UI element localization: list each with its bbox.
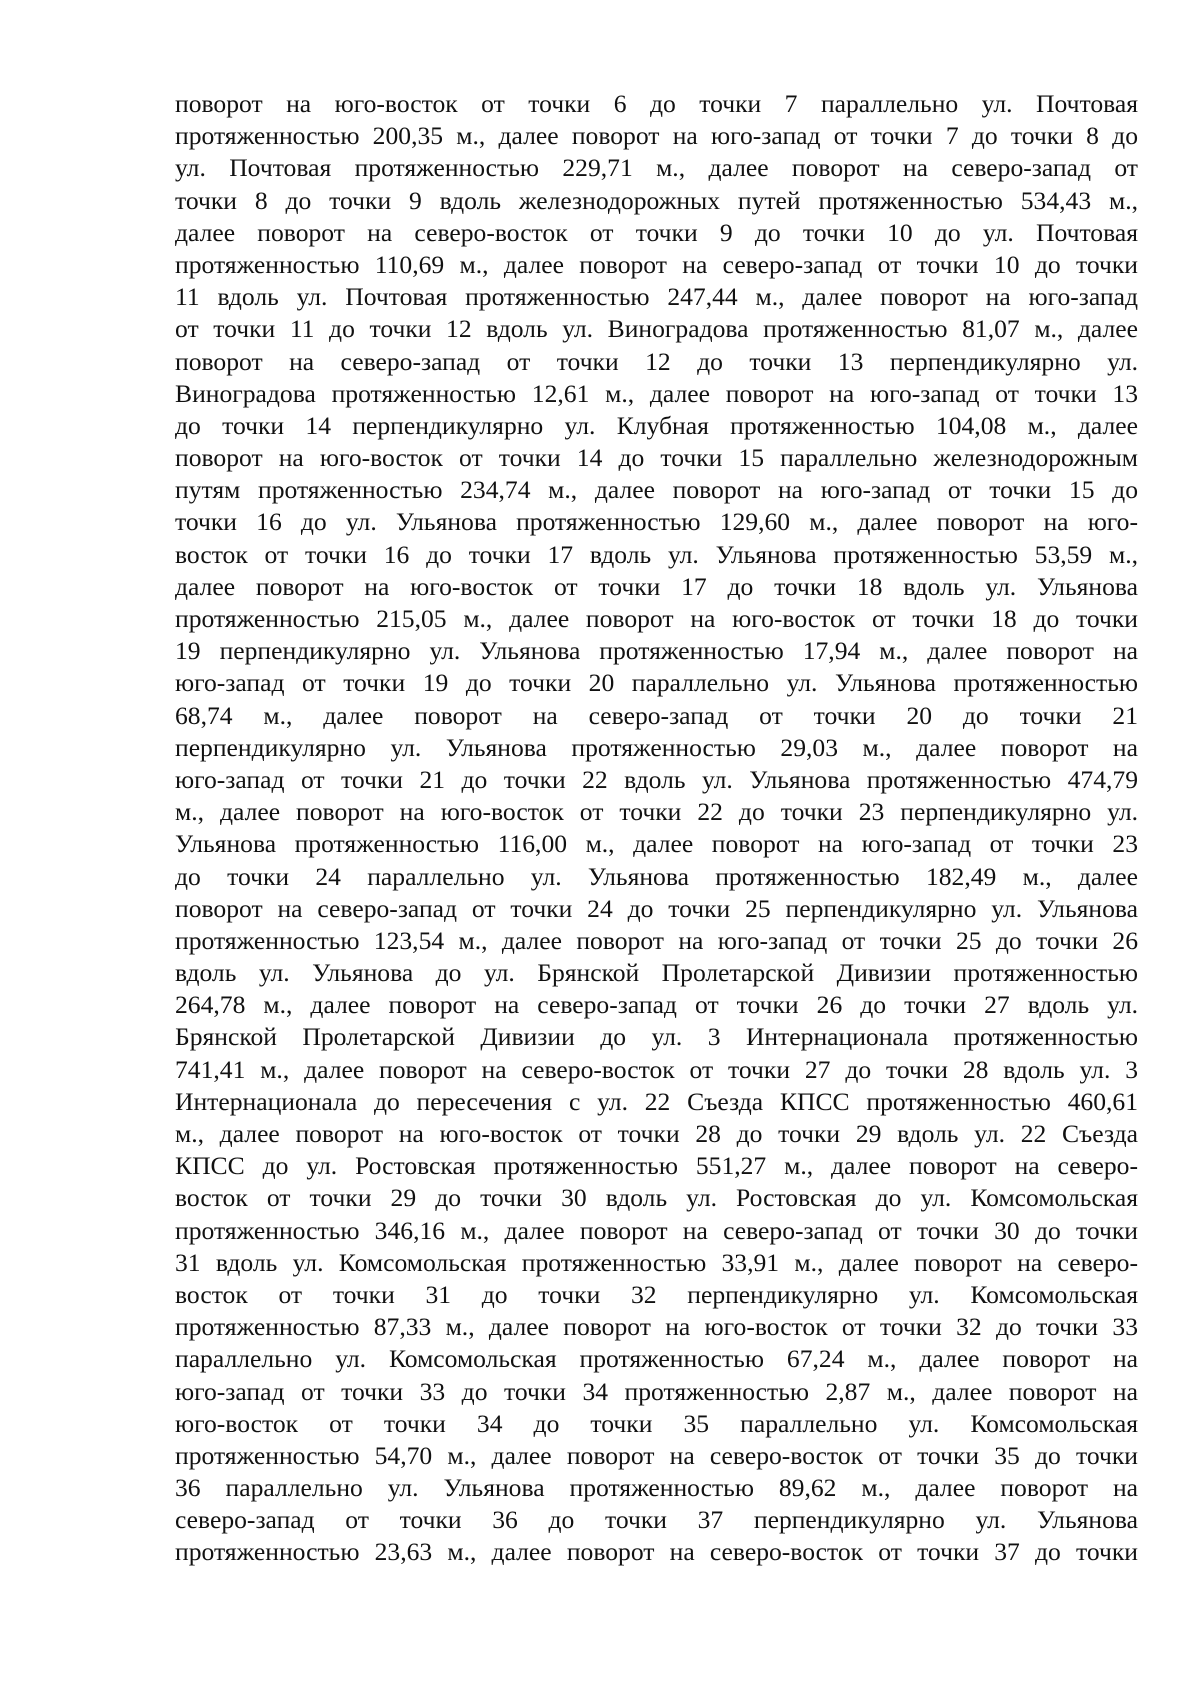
text-line: протяженностью 110,69 м., далее поворот на северо-запад от точки 10 до точки bbox=[175, 249, 1138, 279]
text-line: точки 16 до ул. Ульянова протяженностью 129,60 м., далее поворот на юго- bbox=[175, 507, 1138, 537]
text-line: м., далее поворот на юго-восток от точки 28 до точки 29 вдоль ул. 22 Съезда bbox=[175, 1119, 1138, 1148]
text-line: Ульянова протяженностью 116,00 м., далее поворот на юго-запад от точки 23 bbox=[175, 829, 1138, 859]
text-line: Брянской Пролетарской Дивизии до ул. 3 Интернационала протяженностью bbox=[175, 1022, 1138, 1052]
text-line: протяженностью 23,63 м., далее поворот на северо-восток от точки 37 до точки bbox=[175, 1537, 1138, 1567]
text-line: перпендикулярно ул. Ульянова протяженностью 29,03 м., далее поворот на bbox=[175, 732, 1138, 762]
text-line: поворот на северо-запад от точки 12 до точки 13 перпендикулярно ул. bbox=[175, 346, 1138, 376]
text-line: ул. Почтовая протяженностью 229,71 м., далее поворот на северо-запад от bbox=[175, 153, 1138, 183]
body-text bbox=[175, 88, 1138, 1569]
text-line: протяженностью 346,16 м., далее поворот на северо-запад от точки 30 до точки bbox=[175, 1215, 1138, 1245]
text-line: юго-запад от точки 33 до точки 34 протяженностью 2,87 м., далее поворот на bbox=[175, 1376, 1138, 1406]
text-line: параллельно ул. Комсомольская протяженностью 67,24 м., далее поворот на bbox=[175, 1344, 1138, 1374]
text-line: юго-восток от точки 34 до точки 35 параллельно ул. Комсомольская bbox=[175, 1408, 1138, 1438]
text-line: 264,78 м., далее поворот на северо-запад от точки 26 до точки 27 вдоль ул. bbox=[175, 990, 1138, 1020]
text-line: далее поворот на юго-восток от точки 17 до точки 18 вдоль ул. Ульянова bbox=[175, 571, 1138, 601]
text-line: до точки 14 перпендикулярно ул. Клубная протяженностью 104,08 м., далее bbox=[175, 410, 1138, 440]
text-line: северо-запад от точки 36 до точки 37 перпендикулярно ул. Ульянова bbox=[175, 1505, 1138, 1535]
text-line: путям протяженностью 234,74 м., далее поворот на юго-запад от точки 15 до bbox=[175, 475, 1138, 505]
text-line: юго-запад от точки 19 до точки 20 параллельно ул. Ульянова протяженностью bbox=[175, 668, 1138, 698]
text-line: до точки 24 параллельно ул. Ульянова протяженностью 182,49 м., далее bbox=[175, 861, 1138, 891]
text-line: от точки 11 до точки 12 вдоль ул. Виноградова протяженностью 81,07 м., далее bbox=[175, 314, 1138, 344]
text-line: восток от точки 16 до точки 17 вдоль ул. Ульянова протяженностью 53,59 м., bbox=[175, 539, 1138, 569]
text-line: 19 перпендикулярно ул. Ульянова протяженностью 17,94 м., далее поворот на bbox=[175, 636, 1138, 666]
text-line: 68,74 м., далее поворот на северо-запад от точки 20 до точки 21 bbox=[175, 700, 1138, 730]
text-line: восток от точки 31 до точки 32 перпендикулярно ул. Комсомольская bbox=[175, 1279, 1138, 1309]
text-line: юго-запад от точки 21 до точки 22 вдоль ул. Ульянова протяженностью 474,79 bbox=[175, 764, 1138, 794]
text-line: протяженностью 87,33 м., далее поворот на юго-восток от точки 32 до точки 33 bbox=[175, 1312, 1138, 1342]
text-line: 11 вдоль ул. Почтовая протяженностью 247,44 м., далее поворот на юго-запад bbox=[175, 282, 1138, 312]
text-line: поворот на северо-запад от точки 24 до точки 25 перпендикулярно ул. Ульянова bbox=[175, 893, 1138, 923]
text-line: м., далее поворот на юго-восток от точки 22 до точки 23 перпендикулярно ул. bbox=[175, 797, 1138, 827]
text-line: КПСС до ул. Ростовская протяженностью 551,27 м., далее поворот на северо- bbox=[175, 1151, 1138, 1181]
text-line: 31 вдоль ул. Комсомольская протяженностью 33,91 м., далее поворот на северо- bbox=[175, 1247, 1138, 1277]
text-line: 741,41 м., далее поворот на северо-восток от точки 27 до точки 28 вдоль ул. 3 bbox=[175, 1054, 1138, 1084]
text-line: точки 8 до точки 9 вдоль железнодорожных путей протяженностью 534,43 м., bbox=[175, 185, 1138, 215]
text-line: протяженностью 123,54 м., далее поворот на юго-запад от точки 25 до точки 26 bbox=[175, 925, 1138, 955]
text-line: Виноградова протяженностью 12,61 м., далее поворот на юго-запад от точки 13 bbox=[175, 378, 1138, 408]
text-line: вдоль ул. Ульянова до ул. Брянской Пролетарской Дивизии протяженностью bbox=[175, 958, 1138, 988]
text-line: Интернационала до пересечения с ул. 22 Съезда КПСС протяженностью 460,61 bbox=[175, 1086, 1138, 1116]
text-line: восток от точки 29 до точки 30 вдоль ул. Ростовская до ул. Комсомольская bbox=[175, 1183, 1138, 1213]
text-line: протяженностью 200,35 м., далее поворот на юго-запад от точки 7 до точки 8 до bbox=[175, 121, 1138, 151]
text-line: 36 параллельно ул. Ульянова протяженностью 89,62 м., далее поворот на bbox=[175, 1473, 1138, 1503]
text-line: протяженностью 54,70 м., далее поворот на северо-восток от точки 35 до точки bbox=[175, 1440, 1138, 1470]
text-line: протяженностью 215,05 м., далее поворот на юго-восток от точки 18 до точки bbox=[175, 604, 1138, 633]
text-line: поворот на юго-восток от точки 6 до точки 7 параллельно ул. Почтовая bbox=[175, 89, 1138, 118]
text-line: далее поворот на северо-восток от точки 9 до точки 10 до ул. Почтовая bbox=[175, 217, 1138, 247]
text-line: поворот на юго-восток от точки 14 до точки 15 параллельно железнодорожным bbox=[175, 443, 1138, 473]
